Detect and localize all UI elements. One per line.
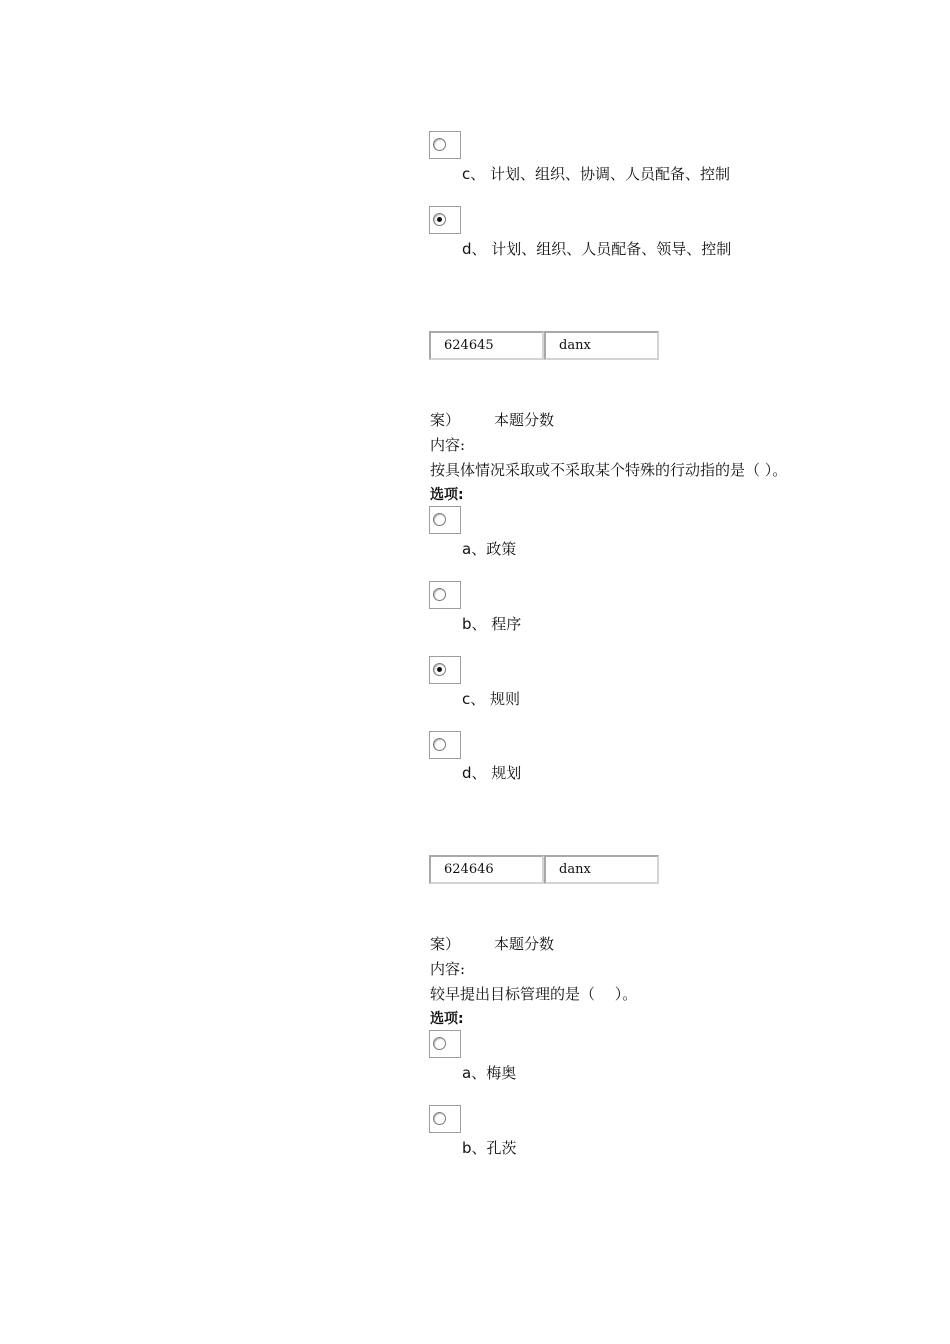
- q2-options-label: 选项:: [430, 487, 464, 503]
- q2-option-c-label: c、 规则: [462, 690, 521, 708]
- q1-option-c-radio[interactable]: [429, 131, 461, 159]
- q3-option-a-radio[interactable]: [429, 1030, 461, 1058]
- q2-option-d-label: d、 规划: [462, 764, 522, 782]
- q2-content: 按具体情况采取或不采取某个特殊的行动指的是（ ）。: [430, 461, 788, 479]
- q3-answer-label: 案）: [430, 935, 461, 953]
- q2-score-label: 本题分数: [494, 411, 555, 429]
- q2-option-a-radio[interactable]: [429, 506, 461, 534]
- q1-option-d-radio[interactable]: [429, 206, 461, 234]
- q1-option-d-label: d、 计划、组织、人员配备、领导、控制: [462, 240, 732, 258]
- radio-checked-icon: [433, 213, 446, 226]
- q3-option-a-label: a、梅奥: [462, 1064, 517, 1082]
- q3-type-cell: danx: [544, 855, 659, 884]
- radio-unchecked-icon: [433, 138, 446, 151]
- radio-unchecked-icon: [433, 738, 446, 751]
- q3-option-b-radio[interactable]: [429, 1105, 461, 1133]
- radio-checked-icon: [433, 663, 446, 676]
- radio-unchecked-icon: [433, 1112, 446, 1125]
- radio-unchecked-icon: [433, 588, 446, 601]
- q3-option-b-label: b、孔茨: [462, 1139, 517, 1157]
- q3-header-row: [430, 935, 554, 953]
- q3-content: 较早提出目标管理的是（ ）。: [430, 985, 638, 1003]
- q3-content-label: 内容:: [430, 960, 466, 978]
- q3-id-cell: 624646: [429, 855, 544, 884]
- q2-option-c-radio[interactable]: [429, 656, 461, 684]
- q3-id-table: [429, 855, 659, 884]
- radio-unchecked-icon: [433, 1037, 446, 1050]
- q2-id-cell: 624645: [429, 331, 544, 360]
- q3-options-label: 选项:: [430, 1011, 464, 1027]
- q2-option-b-label: b、 程序: [462, 615, 522, 633]
- q2-option-a-label: a、政策: [462, 540, 517, 558]
- q2-id-table: [429, 331, 659, 360]
- q2-content-label: 内容:: [430, 436, 466, 454]
- q1-option-c-label: c、 计划、组织、协调、人员配备、控制: [462, 165, 731, 183]
- q2-type-cell: danx: [544, 331, 659, 360]
- q2-answer-label: 案）: [430, 411, 461, 429]
- q3-score-label: 本题分数: [494, 935, 555, 953]
- q2-option-d-radio[interactable]: [429, 731, 461, 759]
- radio-unchecked-icon: [433, 513, 446, 526]
- q2-header-row: [430, 411, 554, 429]
- q2-option-b-radio[interactable]: [429, 581, 461, 609]
